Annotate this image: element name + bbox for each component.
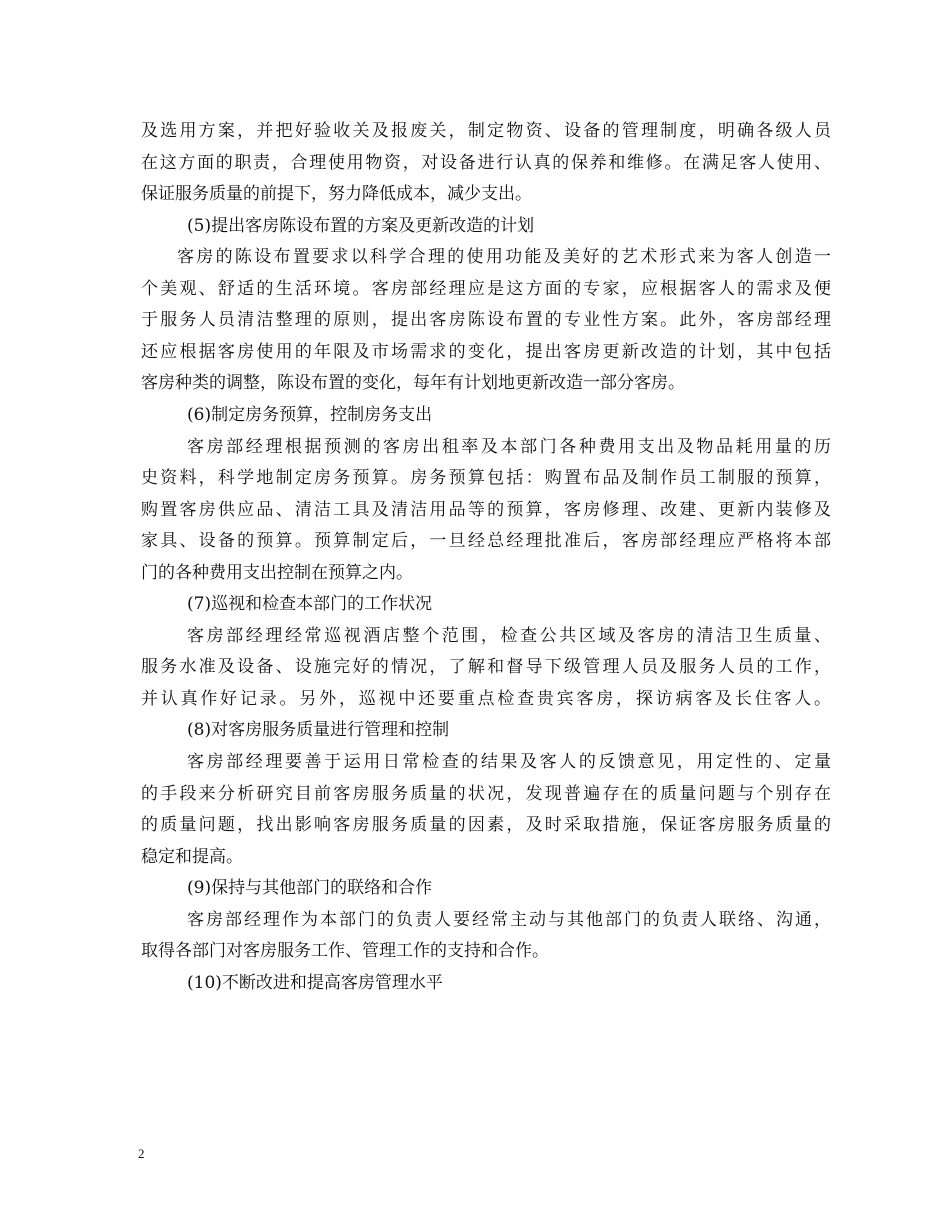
text-line: 购置客房供应品、清洁工具及清洁用品等的预算，客房修理、改建、更新内装修及 bbox=[141, 500, 831, 520]
page-number: 2 bbox=[138, 1146, 145, 1161]
text-line: 在这方面的职责，合理使用物资，对设备进行认真的保养和维修。在满足客人使用、 bbox=[141, 153, 831, 173]
text-line: 服务水准及设备、设施完好的情况，了解和督导下级管理人员及服务人员的工作， bbox=[141, 657, 831, 677]
text-line: 保证服务质量的前提下，努力降低成本，减少支出。 bbox=[141, 184, 532, 204]
text-line: (5)提出客房陈设布置的方案及更新改造的计划 bbox=[187, 216, 535, 236]
text-line: 客房部经理经常巡视酒店整个范围，检查公共区域及客房的清洁卫生质量、 bbox=[187, 626, 831, 646]
text-line: 的质量问题，找出影响客房服务质量的因素，及时采取措施，保证客房服务质量的 bbox=[141, 815, 831, 835]
text-line: 客房部经理作为本部门的负责人要经常主动与其他部门的负责人联络、沟通， bbox=[187, 910, 831, 930]
text-line: 门的各种费用支出控制在预算之内。 bbox=[141, 563, 413, 583]
text-line: 史资料，科学地制定房务预算。房务预算包括：购置布品及制作员工制服的预算， bbox=[141, 468, 831, 488]
text-line: (9)保持与其他部门的联络和合作 bbox=[187, 878, 433, 898]
text-line: 客房部经理根据预测的客房出租率及本部门各种费用支出及物品耗用量的历 bbox=[187, 437, 831, 457]
text-line: (7)巡视和检查本部门的工作状况 bbox=[187, 594, 433, 614]
text-line: 于服务人员清洁整理的原则，提出客房陈设布置的专业性方案。此外，客房部经理 bbox=[141, 310, 831, 330]
text-line: 家具、设备的预算。预算制定后，一旦经总经理批准后，客房部经理应严格将本部 bbox=[141, 531, 831, 551]
text-line: 的手段来分析研究目前客房服务质量的状况，发现普遍存在的质量问题与个别存在 bbox=[141, 784, 831, 804]
text-line: 还应根据客房使用的年限及市场需求的变化，提出客房更新改造的计划，其中包括 bbox=[141, 342, 831, 362]
text-line: (6)制定房务预算，控制房务支出 bbox=[187, 405, 433, 425]
text-line: 稳定和提高。 bbox=[141, 847, 243, 867]
text-line: 客房种类的调整，陈设布置的变化，每年有计划地更新改造一部分客房。 bbox=[141, 373, 685, 393]
text-line: 个美观、舒适的生活环境。客房部经理应是这方面的专家，应根据客人的需求及便 bbox=[141, 279, 831, 299]
text-line: 客房部经理要善于运用日常检查的结果及客人的反馈意见，用定性的、定量 bbox=[187, 752, 831, 772]
text-line: 并认真作好记录。另外，巡视中还要重点检查贵宾客房，探访病客及长住客人。 bbox=[141, 689, 831, 709]
text-line: (10)不断改进和提高客房管理水平 bbox=[187, 973, 443, 993]
text-line: 及选用方案，并把好验收关及报废关，制定物资、设备的管理制度，明确各级人员 bbox=[141, 121, 831, 141]
text-line: (8)对客房服务质量进行管理和控制 bbox=[187, 720, 450, 740]
text-line: 客房的陈设布置要求以科学合理的使用功能及美好的艺术形式来为客人创造一 bbox=[177, 247, 831, 267]
text-line: 取得各部门对客房服务工作、管理工作的支持和合作。 bbox=[141, 941, 549, 961]
